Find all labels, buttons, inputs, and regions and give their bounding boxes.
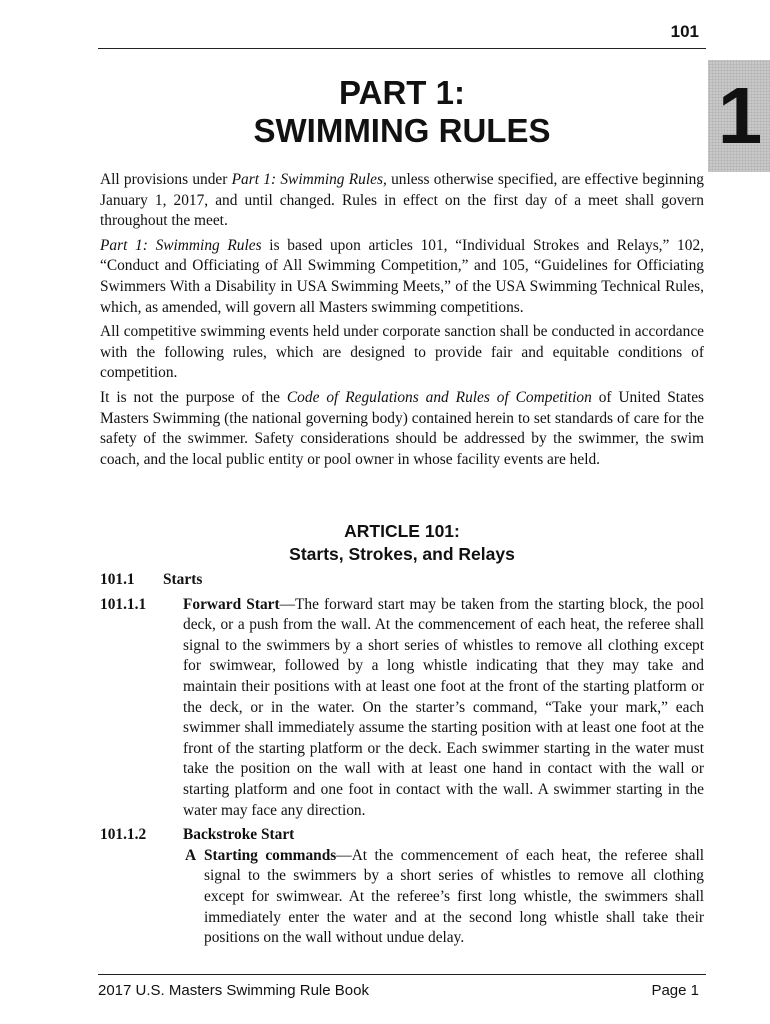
footer-divider bbox=[98, 974, 706, 975]
intro-p2-italic: Part 1: Swimming Rules bbox=[100, 236, 262, 254]
intro-p1-italic: Part 1: Swimming Rules, bbox=[231, 171, 387, 188]
intro-paragraph-1 bbox=[100, 170, 704, 232]
rule-number: 101.1.2 bbox=[100, 826, 147, 844]
subitem-text: —At the commencement of each heat, the referee shall signal to the swimmers by a short series of whistles to remove all clothing except for swimwear. At the referee’s first long whistle, the swimmers shall immediately enter the water and at the second long whistle shall take their positions on the wall without undue delay. bbox=[204, 846, 705, 947]
part-heading bbox=[98, 74, 706, 150]
article-heading bbox=[98, 520, 706, 566]
rule-subitem-a bbox=[100, 846, 704, 949]
rule-101-1 bbox=[100, 570, 704, 591]
intro-p2-text: is based upon articles 101, “Individual Strokes and Relays,” 102, “Conduct and Officiating of All Swimming Competition,” and 105, “Guidelines for Officiating Swimmers With a Disability in USA Swimming Meets,” of the USA Swimming Technical Rules, which, as amended, will govern all Masters swimming competitions. bbox=[100, 236, 704, 316]
intro-text bbox=[100, 170, 704, 474]
chapter-tab-number: 1 bbox=[717, 71, 763, 160]
rule-title bbox=[100, 825, 704, 846]
intro-p1-text-end: unless otherwise specified, are effective beginning January 1, 2017, and until changed. Rules in effect on the first day of a meet shall govern throughout the meet. bbox=[100, 171, 704, 230]
rule-title: Starts bbox=[163, 571, 203, 588]
rule-title: Forward Start bbox=[183, 595, 280, 613]
intro-paragraph-4 bbox=[100, 388, 704, 470]
intro-p4-text: It is not the purpose of the bbox=[100, 388, 287, 406]
part-heading-line2: SWIMMING RULES bbox=[253, 112, 551, 149]
rule-number: 101.1 bbox=[100, 571, 135, 588]
footer-book-title: 2017 U.S. Masters Swimming Rule Book bbox=[98, 982, 369, 999]
rule-text: —The forward start may be taken from the starting block, the pool deck, or a push from the wall. At the commencement of each heat, the referee shall signal to the swimmers by a short series of whistles to remove all clothing except for swimwear, followed by a long whistle indicating that they may take and maintain their positions with at least one foot at the front of the starting platform or the deck, or in the water. On the starter’s command, “Take your mark,” each swimmer shall immediately assume the starting position with at least one foot at the front of the starting platform or the deck. Each swimmer starting in the water must take the position on the wall with at least one hand in contact with the wall or starting platform and one foot in contact with the wall. A swimmer starting in the water may face any direction. bbox=[183, 595, 705, 819]
intro-p1-text: All provisions under bbox=[100, 171, 232, 188]
rules-section bbox=[100, 570, 704, 953]
footer-page-label: Page 1 bbox=[651, 982, 699, 999]
subitem-letter: A bbox=[185, 846, 197, 864]
page-number: 101 bbox=[670, 22, 699, 41]
intro-p4-italic: Code of Regulations and Rules of Competition bbox=[286, 388, 592, 406]
article-heading-line1: ARTICLE 101: bbox=[344, 521, 460, 541]
rule-number: 101.1.1 bbox=[100, 595, 147, 613]
intro-paragraph-2 bbox=[100, 236, 704, 318]
intro-p4-text-end: of United States Masters Swimming (the national governing body) contained herein to set standards of care for the safety of the swimmer. Safety considerations should be addressed by the swimmer, the swim coach, and the local public entity or pool owner in whose facility events are held. bbox=[100, 388, 705, 468]
rule-body bbox=[100, 595, 704, 822]
header-divider bbox=[98, 48, 706, 49]
article-heading-line2: Starts, Strokes, and Relays bbox=[289, 544, 515, 564]
part-heading-line1: PART 1: bbox=[339, 74, 465, 111]
rule-title-text: Backstroke Start bbox=[183, 826, 295, 844]
intro-paragraph-3: All competitive swimming events held under corporate sanction shall be conducted in accordance with the following rules, which are designed to provide fair and equitable conditions of competition. bbox=[100, 323, 704, 382]
rule-101-1-1 bbox=[100, 595, 704, 822]
rule-101-1-2 bbox=[100, 825, 704, 949]
subitem-title: Starting commands bbox=[204, 846, 337, 864]
